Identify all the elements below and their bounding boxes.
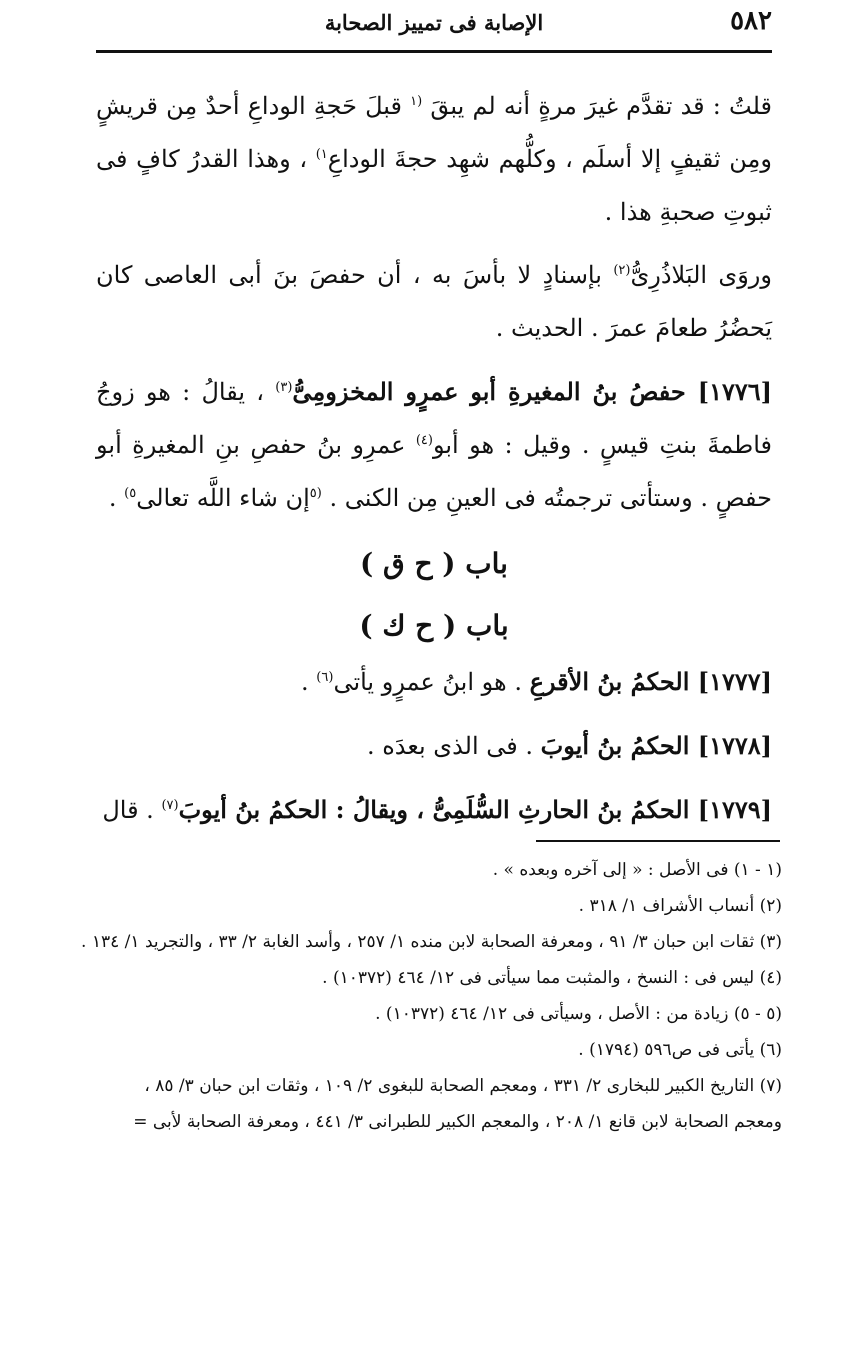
main-text: [96, 80, 772, 847]
footnote-marker: (٦): [316, 670, 334, 685]
footnote: (١ - ١) فى الأصل : « إلى آخره وبعده » .: [492, 860, 782, 880]
footnote-marker: (٤): [415, 433, 433, 448]
page-number: ٥٨٢: [730, 6, 772, 36]
chapter-heading: باب ( ح ك ): [359, 609, 509, 642]
footnote: ومعجم الصحابة لابن قانع ١/ ٢٠٨ ، والمعجم الكبير للطبرانى ٣/ ٤٤١ ، ومعرفة الصحابة لأبى =: [133, 1112, 782, 1132]
footnote: (٢) أنساب الأشراف ١/ ٣١٨ .: [578, 896, 782, 916]
footnote-marker: (٧): [161, 798, 179, 813]
paragraph-baladhuri: وروَى البَلاذُرِىُّ$^{(٢)}$ بإسنادٍ لا بأسَ به ، أن حفصَ بنَ أبى العاصى كان يَحضُرُ طعامَ عمرَ . الحديث .: [96, 261, 772, 342]
footnote: (٤) ليس فى : النسخ ، والمثبت مما سيأتى فى ١٢/ ٤٦٤ (١٠٣٧٢) .: [322, 968, 782, 988]
footnote: (٥ - ٥) زيادة من : الأصل ، وسيأتى فى ١٢/ ٤٦٤ (١٠٣٧٢) .: [375, 1004, 782, 1024]
footnote-marker: (٣): [275, 380, 293, 395]
paragraph-qultu: قلتُ : قد تقدَّم غيرَ مرةٍ أنه لم يبقَ $^{(١}$ قبلَ حَجةِ الوداعِ أحدٌ مِن قريشٍ ومِن ثقيفٍ إلا أسلَم ، وكلُّهم شهِد حجةَ الوداعِ$^{١)}$ ، وهذا القدرُ كافٍ فى ثبوتِ صحبةِ هذا .: [96, 92, 772, 226]
footnote-marker: ٥): [124, 486, 137, 501]
header-rule: [96, 50, 772, 53]
entry-1777: [١٧٧٧] الحكمُ بنُ الأقرعِ . هو ابنُ عمرٍو يأتى$^{(٦)}$ .: [301, 667, 772, 696]
footnote-marker: (١: [410, 94, 423, 109]
chapter-heading: باب ( ح ق ): [360, 547, 508, 580]
footnotes: [81, 852, 782, 1140]
entry-1776: [١٧٧٦] حفصُ بنُ المغيرةِ أبو عمرٍو المخزومِىُّ$^{(٣)}$ ، يقالُ : هو زوجُ فاطمةَ بنتِ قيسٍ . وقيل : هو أبو$^{(٤)}$ عمرِو بنُ حفصِ بنِ المغيرةِ أبو حفصٍ . وستأتى ترجمتُه فى العينِ مِن الكنى . $^{(٥}$إن شاء اللَّه تعالى$^{٥)}$ .: [96, 377, 773, 512]
footnote-marker: ١): [315, 147, 328, 162]
footnote: (٣) ثقات ابن حبان ٣/ ٩١ ، ومعرفة الصحابة لابن منده ١/ ٢٥٧ ، وأسد الغابة ٢/ ٣٣ ، والتجريد ١/ ١٣٤ .: [81, 932, 782, 952]
entry-heading: [١٧٧٧] الحكمُ بنُ الأقرعِ: [529, 667, 772, 696]
footnote-marker: (٥: [309, 486, 322, 501]
footnote-marker: (٢): [613, 263, 631, 278]
page-header: [96, 4, 772, 44]
entry-heading: [١٧٧٦] حفصُ بنُ المغيرةِ أبو عمرٍو المخزومِىُّ: [292, 377, 772, 406]
entry-heading: [١٧٧٩] الحكمُ بنُ الحارثِ السُّلَمِىُّ ، ويقالُ : الحكمُ بنُ أيوبَ: [178, 795, 772, 824]
footnote: (٦) يأتى فى ص٥٩٦ (١٧٩٤) .: [578, 1040, 782, 1060]
footnote-rule: [536, 840, 780, 842]
footnote: (٧) التاريخ الكبير للبخارى ٢/ ٣٣١ ، ومعجم الصحابة للبغوى ٢/ ١٠٩ ، وثقات ابن حبان ٣/ ٨٥ ،: [144, 1076, 782, 1096]
running-title: الإصابة فى تمييز الصحابة: [324, 10, 544, 35]
entry-1778: [١٧٧٨] الحكمُ بنُ أيوبَ . فى الذى بعدَه .: [366, 731, 772, 760]
entry-1779: [١٧٧٩] الحكمُ بنُ الحارثِ السُّلَمِىُّ ، ويقالُ : الحكمُ بنُ أيوبَ$^{(٧)}$ . قال: [102, 795, 772, 824]
entry-heading: [١٧٧٨] الحكمُ بنُ أيوبَ: [540, 731, 772, 760]
